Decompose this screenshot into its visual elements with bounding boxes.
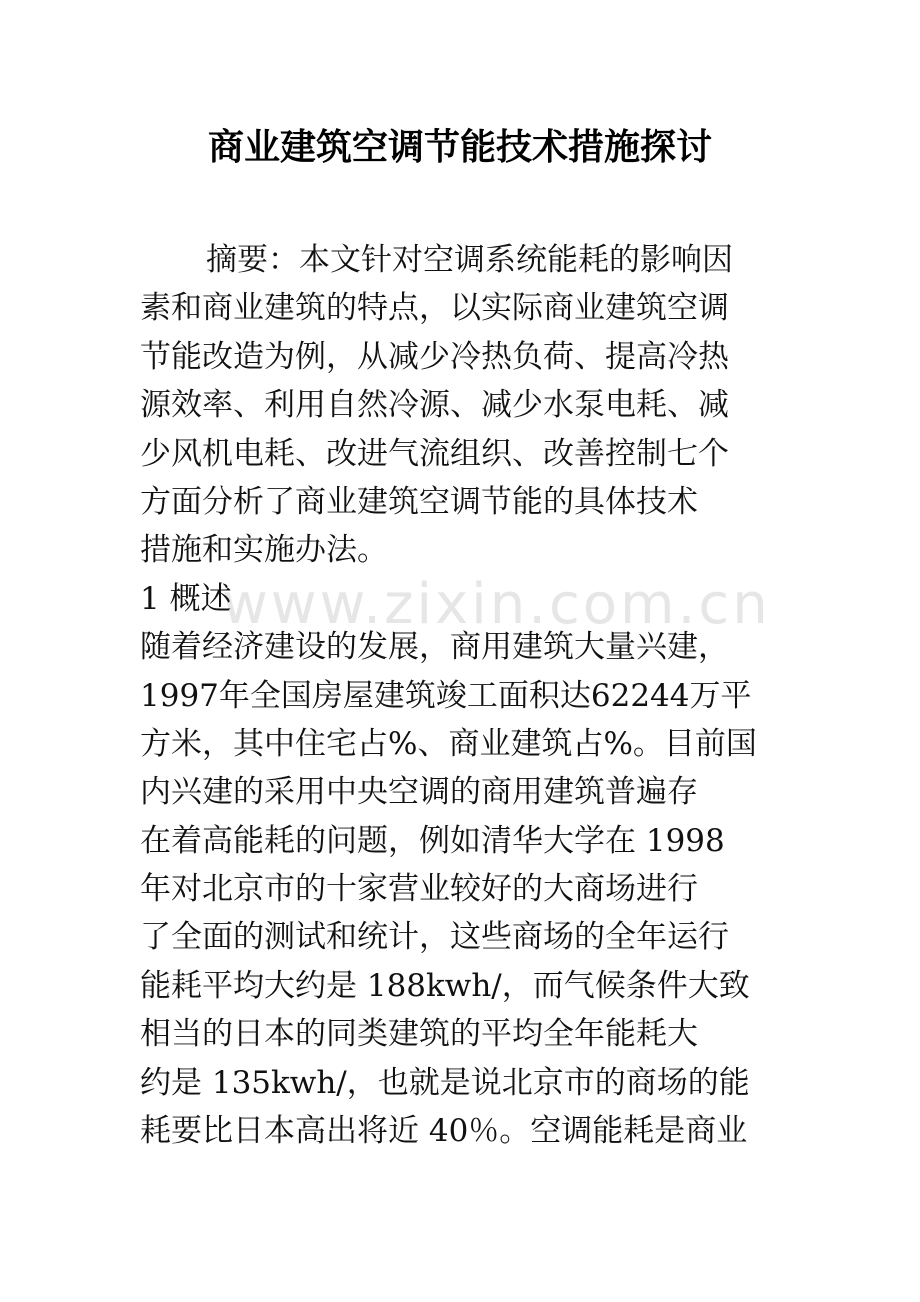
watermark: www.zixin.com.cn (222, 572, 771, 637)
section-heading: 1 概述 (140, 580, 232, 617)
abstract-line: 摘要：本文针对空调系统能耗的影响因 (206, 242, 733, 278)
paragraph-line: 在着高能耗的问题，例如清华大学在 1998 (140, 822, 725, 859)
abstract-line: 措施和实施办法。 (140, 532, 388, 569)
paragraph-line: 约是 135kwh/，也就是说北京市的商场的能 (140, 1064, 750, 1101)
paragraph-line: 年对北京市的十家营业较好的大商场进行 (140, 871, 698, 908)
paragraph-line: 了全面的测试和统计，这些商场的全年运行 (140, 919, 729, 956)
document-title: 商业建筑空调节能技术措施探讨 (207, 127, 712, 168)
abstract-line: 少风机电耗、改进气流组织、改善控制七个 (140, 435, 729, 472)
paragraph-line: 能耗平均大约是 188kwh/，而气候条件大致 (140, 967, 750, 1004)
abstract-line: 源效率、利用自然冷源、减少水泵电耗、减 (140, 387, 729, 424)
paragraph-line: 1997年全国房屋建筑竣工面积达62244万平 (140, 677, 752, 714)
abstract-line: 方面分析了商业建筑空调节能的具体技术 (140, 483, 698, 520)
paragraph-line: 方米，其中住宅占%、商业建筑占%。目前国 (140, 725, 757, 762)
paragraph-line: 相当的日本的同类建筑的平均全年能耗大 (140, 1016, 698, 1053)
paragraph-line: 耗要比日本高出将近 40％。空调能耗是商业 (140, 1113, 748, 1150)
paragraph-line: 内兴建的采用中央空调的商用建筑普遍存 (140, 774, 698, 811)
abstract-line: 素和商业建筑的特点，以实际商业建筑空调 (140, 290, 729, 327)
paragraph-line: 随着经济建设的发展，商用建筑大量兴建， (140, 629, 729, 666)
document-body (140, 236, 805, 1155)
abstract-line: 节能改造为例，从减少冷热负荷、提高冷热 (140, 338, 729, 375)
